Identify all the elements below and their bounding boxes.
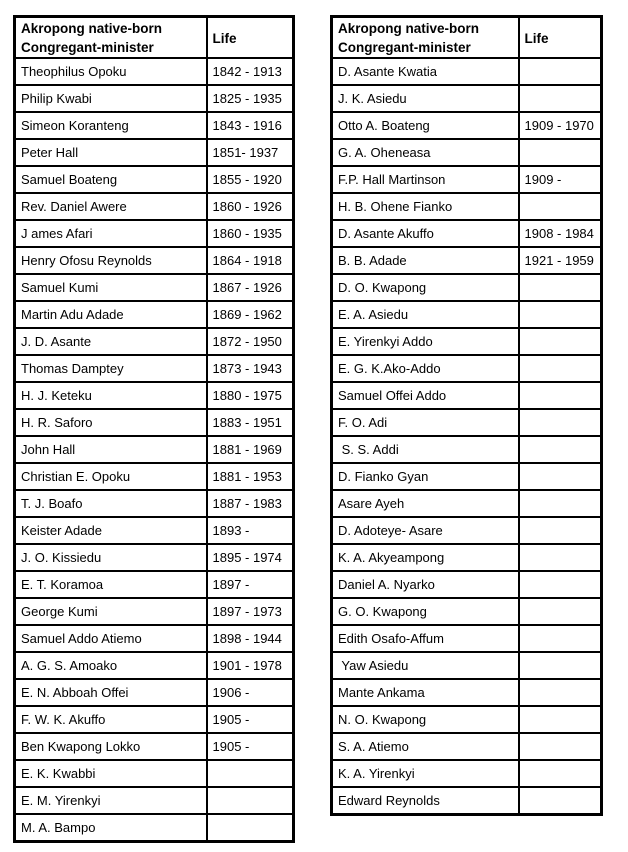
life-dates-cell: 1897 - 1973	[207, 598, 294, 625]
life-dates-cell: 1906 -	[207, 679, 294, 706]
table-row	[15, 463, 294, 490]
life-dates-cell	[519, 301, 602, 328]
minister-name-cell: Henry Ofosu Reynolds	[15, 247, 207, 274]
minister-name-cell: H. J. Keteku	[15, 382, 207, 409]
life-dates-cell	[519, 706, 602, 733]
table-row	[332, 247, 602, 274]
header-row	[332, 17, 602, 59]
minister-name-cell: Otto A. Boateng	[332, 112, 519, 139]
table-row	[15, 247, 294, 274]
table-row	[15, 490, 294, 517]
life-dates-cell	[519, 193, 602, 220]
table-row	[332, 85, 602, 112]
minister-name-cell: S. S. Addi	[332, 436, 519, 463]
life-dates-cell	[519, 436, 602, 463]
minister-name-cell: G. A. Oheneasa	[332, 139, 519, 166]
life-dates-cell: 1864 - 1918	[207, 247, 294, 274]
table-row	[332, 139, 602, 166]
life-dates-cell	[519, 85, 602, 112]
life-dates-cell: 1851- 1937	[207, 139, 294, 166]
table-row	[15, 517, 294, 544]
minister-column-header	[15, 17, 207, 59]
life-dates-cell: 1872 - 1950	[207, 328, 294, 355]
table-row	[15, 760, 294, 787]
life-dates-cell	[519, 571, 602, 598]
table-row	[15, 274, 294, 301]
life-dates-cell	[519, 679, 602, 706]
minister-name-cell: Samuel Boateng	[15, 166, 207, 193]
table-row	[15, 625, 294, 652]
left-table-body	[15, 58, 294, 842]
life-dates-cell	[519, 328, 602, 355]
minister-name-cell: Samuel Offei Addo	[332, 382, 519, 409]
minister-name-cell: J. D. Asante	[15, 328, 207, 355]
minister-name-cell: S. A. Atiemo	[332, 733, 519, 760]
life-dates-cell: 1860 - 1935	[207, 220, 294, 247]
minister-name-cell: Samuel Addo Atiemo	[15, 625, 207, 652]
table-row	[15, 139, 294, 166]
life-dates-cell: 1860 - 1926	[207, 193, 294, 220]
minister-name-cell: George Kumi	[15, 598, 207, 625]
minister-name-cell: D. Asante Kwatia	[332, 58, 519, 85]
table-row	[332, 58, 602, 85]
minister-name-cell: D. Adoteye- Asare	[332, 517, 519, 544]
table-row	[15, 436, 294, 463]
table-row	[332, 787, 602, 815]
life-dates-cell: 1880 - 1975	[207, 382, 294, 409]
life-dates-cell: 1873 - 1943	[207, 355, 294, 382]
life-dates-cell	[519, 787, 602, 815]
life-dates-cell: 1867 - 1926	[207, 274, 294, 301]
table-row	[15, 328, 294, 355]
table-row	[332, 274, 602, 301]
table-row	[332, 382, 602, 409]
minister-name-cell: Daniel A. Nyarko	[332, 571, 519, 598]
life-dates-cell	[207, 760, 294, 787]
life-dates-cell	[519, 409, 602, 436]
table-row	[332, 463, 602, 490]
life-dates-cell: 1887 - 1983	[207, 490, 294, 517]
minister-name-cell: M. A. Bampo	[15, 814, 207, 842]
table-row	[332, 328, 602, 355]
table-row	[332, 571, 602, 598]
life-dates-cell	[519, 517, 602, 544]
table-row	[332, 760, 602, 787]
life-dates-cell: 1908 - 1984	[519, 220, 602, 247]
minister-name-cell: John Hall	[15, 436, 207, 463]
table-row	[332, 112, 602, 139]
minister-name-cell: Martin Adu Adade	[15, 301, 207, 328]
life-dates-cell: 1901 - 1978	[207, 652, 294, 679]
minister-name-cell: K. A. Akyeampong	[332, 544, 519, 571]
table-row	[15, 301, 294, 328]
minister-name-cell: E. A. Asiedu	[332, 301, 519, 328]
minister-name-cell: K. A. Yirenkyi	[332, 760, 519, 787]
life-column-header: Life	[519, 17, 602, 59]
minister-name-cell: N. O. Kwapong	[332, 706, 519, 733]
life-dates-cell: 1869 - 1962	[207, 301, 294, 328]
minister-name-cell: Simeon Koranteng	[15, 112, 207, 139]
minister-name-cell: E. M. Yirenkyi	[15, 787, 207, 814]
minister-name-cell: D. Fianko Gyan	[332, 463, 519, 490]
minister-name-cell: J. K. Asiedu	[332, 85, 519, 112]
minister-name-cell: G. O. Kwapong	[332, 598, 519, 625]
table-row	[15, 166, 294, 193]
minister-name-cell: D. O. Kwapong	[332, 274, 519, 301]
table-row	[15, 220, 294, 247]
life-dates-cell	[519, 625, 602, 652]
table-row	[15, 544, 294, 571]
table-row	[332, 625, 602, 652]
table-row	[15, 787, 294, 814]
minister-name-cell: Rev. Daniel Awere	[15, 193, 207, 220]
life-dates-cell: 1909 - 1970	[519, 112, 602, 139]
table-row	[15, 193, 294, 220]
life-dates-cell	[519, 652, 602, 679]
table-row	[332, 409, 602, 436]
table-row	[332, 355, 602, 382]
life-dates-cell: 1921 - 1959	[519, 247, 602, 274]
life-dates-cell: 1825 - 1935	[207, 85, 294, 112]
minister-name-cell: Keister Adade	[15, 517, 207, 544]
life-dates-cell	[207, 787, 294, 814]
life-dates-cell: 1905 -	[207, 733, 294, 760]
table-row	[332, 598, 602, 625]
life-dates-cell: 1898 - 1944	[207, 625, 294, 652]
table-row	[15, 112, 294, 139]
life-dates-cell	[207, 814, 294, 842]
table-row	[332, 517, 602, 544]
header-line-2: Congregant-minister	[21, 40, 154, 55]
table-row	[332, 652, 602, 679]
life-dates-cell	[519, 139, 602, 166]
table-row	[15, 706, 294, 733]
table-row	[15, 355, 294, 382]
life-dates-cell: 1905 -	[207, 706, 294, 733]
life-dates-cell	[519, 598, 602, 625]
table-row	[332, 679, 602, 706]
minister-name-cell: D. Asante Akuffo	[332, 220, 519, 247]
minister-name-cell: J ames Afari	[15, 220, 207, 247]
life-dates-cell: 1881 - 1969	[207, 436, 294, 463]
minister-name-cell: Edward Reynolds	[332, 787, 519, 815]
minister-name-cell: Ben Kwapong Lokko	[15, 733, 207, 760]
minister-name-cell: Samuel Kumi	[15, 274, 207, 301]
header-line-2: Congregant-minister	[338, 40, 471, 55]
table-row	[15, 571, 294, 598]
minister-name-cell: Philip Kwabi	[15, 85, 207, 112]
minister-name-cell: Peter Hall	[15, 139, 207, 166]
table-row	[15, 409, 294, 436]
life-dates-cell	[519, 382, 602, 409]
table-row	[15, 382, 294, 409]
minister-name-cell: F.P. Hall Martinson	[332, 166, 519, 193]
table-row	[15, 679, 294, 706]
minister-name-cell: H. B. Ohene Fianko	[332, 193, 519, 220]
minister-name-cell: B. B. Adade	[332, 247, 519, 274]
ministers-table-left	[13, 15, 295, 843]
table-row	[332, 706, 602, 733]
table-row	[332, 193, 602, 220]
minister-name-cell: Christian E. Opoku	[15, 463, 207, 490]
minister-name-cell: A. G. S. Amoako	[15, 652, 207, 679]
header-line-1: Akropong native-born	[21, 21, 162, 36]
table-row	[15, 85, 294, 112]
table-row	[15, 58, 294, 85]
table-row	[15, 733, 294, 760]
life-dates-cell: 1909 -	[519, 166, 602, 193]
minister-name-cell: F. W. K. Akuffo	[15, 706, 207, 733]
table-row	[332, 166, 602, 193]
minister-name-cell: Thomas Damptey	[15, 355, 207, 382]
ministers-table-right	[330, 15, 603, 816]
life-dates-cell: 1897 -	[207, 571, 294, 598]
right-table-body	[332, 58, 602, 815]
header-line-1: Akropong native-born	[338, 21, 479, 36]
life-dates-cell	[519, 733, 602, 760]
life-dates-cell	[519, 490, 602, 517]
table-row	[332, 490, 602, 517]
life-column-header: Life	[207, 17, 294, 59]
table-row	[332, 301, 602, 328]
life-dates-cell: 1893 -	[207, 517, 294, 544]
table-row	[332, 733, 602, 760]
minister-name-cell: Theophilus Opoku	[15, 58, 207, 85]
table-row	[15, 652, 294, 679]
table-row	[15, 814, 294, 842]
life-dates-cell	[519, 58, 602, 85]
life-dates-cell: 1855 - 1920	[207, 166, 294, 193]
table-row	[332, 544, 602, 571]
minister-name-cell: E. N. Abboah Offei	[15, 679, 207, 706]
life-dates-cell: 1895 - 1974	[207, 544, 294, 571]
minister-name-cell: F. O. Adi	[332, 409, 519, 436]
minister-name-cell: Mante Ankama	[332, 679, 519, 706]
table-row	[332, 436, 602, 463]
life-dates-cell	[519, 463, 602, 490]
life-dates-cell: 1843 - 1916	[207, 112, 294, 139]
table-row	[15, 598, 294, 625]
life-dates-cell: 1842 - 1913	[207, 58, 294, 85]
life-dates-cell	[519, 274, 602, 301]
header-row	[15, 17, 294, 59]
minister-name-cell: E. Yirenkyi Addo	[332, 328, 519, 355]
table-row	[332, 220, 602, 247]
minister-name-cell: Yaw Asiedu	[332, 652, 519, 679]
minister-column-header	[332, 17, 519, 59]
minister-name-cell: E. K. Kwabbi	[15, 760, 207, 787]
life-dates-cell	[519, 544, 602, 571]
life-dates-cell: 1881 - 1953	[207, 463, 294, 490]
life-dates-cell: 1883 - 1951	[207, 409, 294, 436]
minister-name-cell: T. J. Boafo	[15, 490, 207, 517]
minister-name-cell: Asare Ayeh	[332, 490, 519, 517]
minister-name-cell: H. R. Saforo	[15, 409, 207, 436]
life-dates-cell	[519, 760, 602, 787]
minister-name-cell: E. T. Koramoa	[15, 571, 207, 598]
minister-name-cell: J. O. Kissiedu	[15, 544, 207, 571]
minister-name-cell: Edith Osafo-Affum	[332, 625, 519, 652]
minister-name-cell: E. G. K.Ako-Addo	[332, 355, 519, 382]
life-dates-cell	[519, 355, 602, 382]
